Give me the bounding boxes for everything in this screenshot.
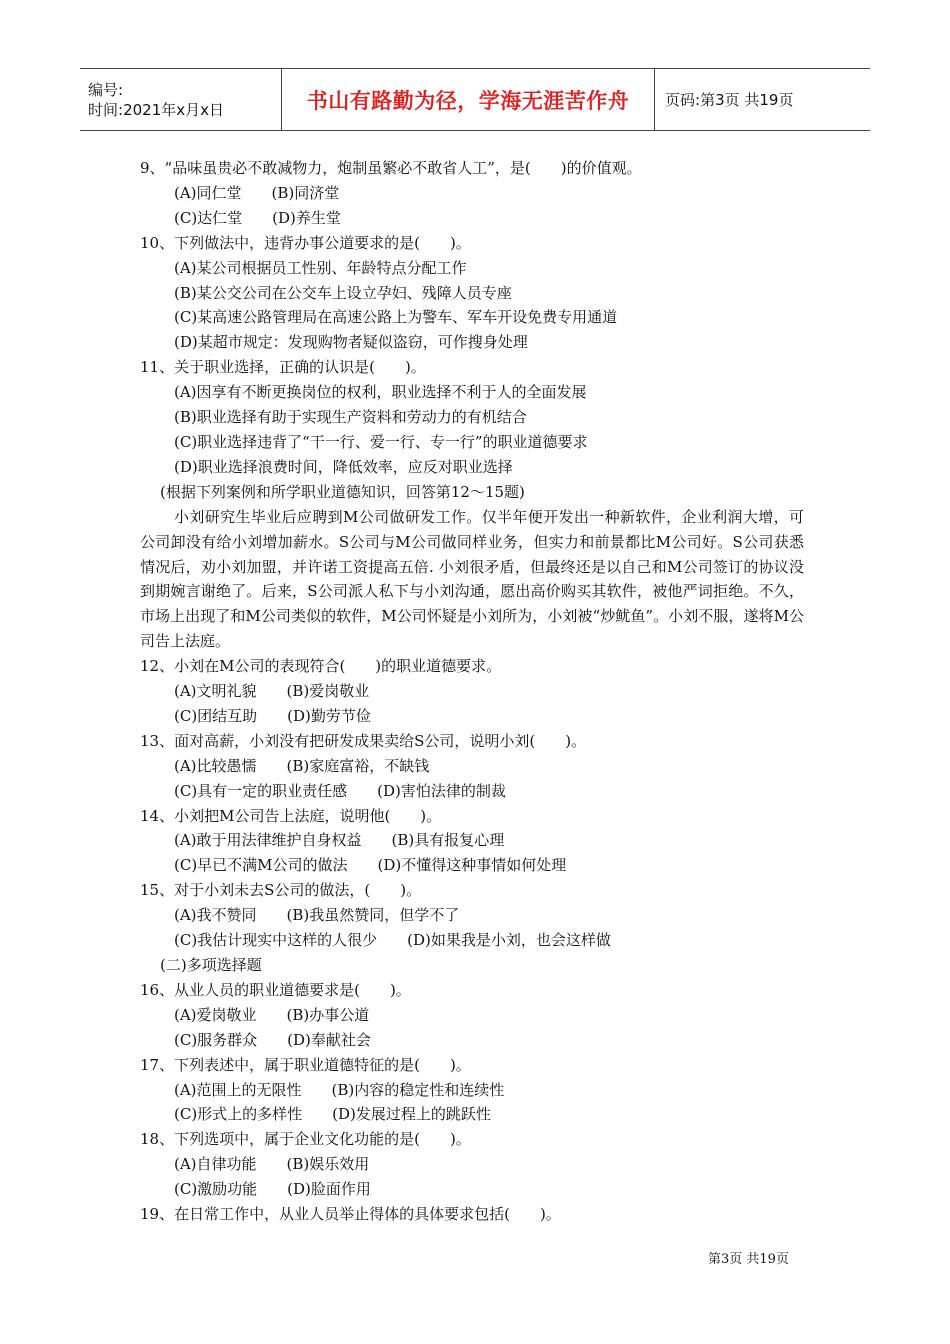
question-options: (C)早已不满M公司的做法 (D)不懂得这种事情如何处理 [174, 856, 567, 875]
question-option: (C)职业选择违背了“干一行、爱一行、专一行”的职业道德要求 [174, 432, 588, 451]
question-stem: 19、在日常工作中，从业人员举止得体的具体要求包括( )。 [140, 1205, 561, 1224]
question-stem: 17、下列表述中，属于职业道德特征的是( )。 [140, 1055, 471, 1074]
question-options: (A)自律功能 (B)娱乐效用 [174, 1155, 370, 1174]
question-13 [140, 729, 820, 804]
question-15 [140, 878, 820, 953]
date-line [88, 100, 281, 120]
document-body [140, 156, 820, 1227]
question-option: (C)某高速公路管理局在高速公路上为警车、军车开设免费专用通道 [174, 308, 618, 327]
question-option: (D)某超市规定：发现购物者疑似盗窃，可作搜身处理 [174, 333, 528, 352]
question-stem: 13、面对高薪，小刘没有把研发成果卖给S公司，说明小刘( )。 [140, 731, 587, 750]
question-stem: 14、小刘把M公司告上法庭，说明他( )。 [140, 806, 442, 825]
question-options: (A)敢于用法律维护自身权益 (B)具有报复心理 [174, 831, 505, 850]
question-stem: 10、下列做法中，违背办事公道要求的是( )。 [140, 233, 471, 252]
question-options: (C)我估计现实中这样的人很少 (D)如果我是小刘，也会这样做 [174, 931, 611, 950]
question-options: (A)我不赞同 (B)我虽然赞同，但学不了 [174, 906, 460, 925]
question-options: (C)团结互助 (D)勤劳节俭 [174, 706, 371, 725]
date-value: 2021年x月x日 [123, 100, 224, 119]
question-options: (C)达仁堂 (D)养生堂 [174, 208, 341, 227]
question-stem: 15、对于小刘未去S公司的做法，( )。 [140, 881, 422, 900]
question-11 [140, 355, 820, 480]
serial-label: 编号: [88, 80, 124, 99]
question-10 [140, 231, 820, 356]
question-12 [140, 654, 820, 729]
question-stem: 11、关于职业选择，正确的认识是( )。 [140, 358, 426, 377]
question-stem: 9、“品味虽贵必不敢减物力，炮制虽繁必不敢省人工”，是( )的价值观。 [140, 159, 642, 177]
question-14 [140, 804, 820, 879]
header-meta [80, 69, 282, 130]
question-option: (B)某公交公司在公交车上设立孕妇、残障人员专座 [174, 283, 512, 302]
question-option: (B)职业选择有助于实现生产资料和劳动力的有机结合 [174, 408, 527, 427]
question-stem: 12、小刘在M公司的表现符合( )的职业道德要求。 [140, 657, 502, 676]
question-19 [140, 1202, 820, 1227]
question-option: (A)某公司根据员工性别、年龄特点分配工作 [174, 258, 467, 277]
date-label: 时间: [88, 100, 124, 119]
page-value: 第3页 共19页 [700, 91, 794, 109]
question-options: (A)范围上的无限性 (B)内容的稳定性和连续性 [174, 1080, 505, 1099]
question-options: (C)形式上的多样性 (D)发展过程上的跳跃性 [174, 1105, 491, 1124]
question-17 [140, 1053, 820, 1128]
question-18 [140, 1127, 820, 1202]
question-option: (A)因享有不断更换岗位的权利，职业选择不利于人的全面发展 [174, 383, 587, 402]
question-options: (C)激励功能 (D)脸面作用 [174, 1180, 371, 1199]
question-options: (A)同仁堂 (B)同济堂 [174, 183, 340, 202]
page-number [665, 89, 870, 110]
question-16 [140, 978, 820, 1053]
header-motto-cell [282, 69, 655, 130]
page-header [80, 68, 870, 131]
header-page-cell [655, 69, 870, 130]
page-label: 页码: [665, 91, 701, 109]
question-9 [140, 156, 820, 231]
question-stem: 16、从业人员的职业道德要求是( )。 [140, 980, 411, 999]
page-footer: 第3页 共19页 [708, 1252, 789, 1267]
case-note: (根据下列案例和所学职业道德知识，回答第12～15题) [160, 482, 525, 501]
case-text: 小刘研究生毕业后应聘到M公司做研发工作。仅半年便开发出一种新软件，企业利润大增，可公司卸没有给小刘增加薪水。S公司与M公司做同样业务，但实力和前景都比M公司好。S公司获悉情况后，劝小刘加盟，并许诺工资提高五倍. 小刘很矛盾，但最终还是以自己和M公司签订的协议没到期婉言谢绝了。后来，S公司派人私下与小刘沟通，愿出高价购买其软件，被他严词拒绝。不久，市场上出现了和M公司类似的软件，M公司怀疑是小刘所为，小刘被“炒鱿鱼”。小刘不服，遂将M公司告上法庭。 [140, 507, 804, 651]
question-stem: 18、下列选项中，属于企业文化功能的是( )。 [140, 1130, 471, 1149]
question-options: (C)服务群众 (D)奉献社会 [174, 1030, 371, 1049]
question-options: (C)具有一定的职业责任感 (D)害怕法律的制裁 [174, 781, 506, 800]
question-options: (A)爱岗敬业 (B)办事公道 [174, 1005, 370, 1024]
question-option: (D)职业选择浪费时间，降低效率，应反对职业选择 [174, 457, 513, 476]
question-options: (A)比较愚懦 (B)家庭富裕，不缺钱 [174, 756, 430, 775]
section-title: (二)多项选择题 [160, 956, 262, 974]
question-options: (A)文明礼貌 (B)爱岗敬业 [174, 682, 370, 701]
motto: 书山有路勤为径，学海无涯苦作舟 [306, 88, 630, 113]
